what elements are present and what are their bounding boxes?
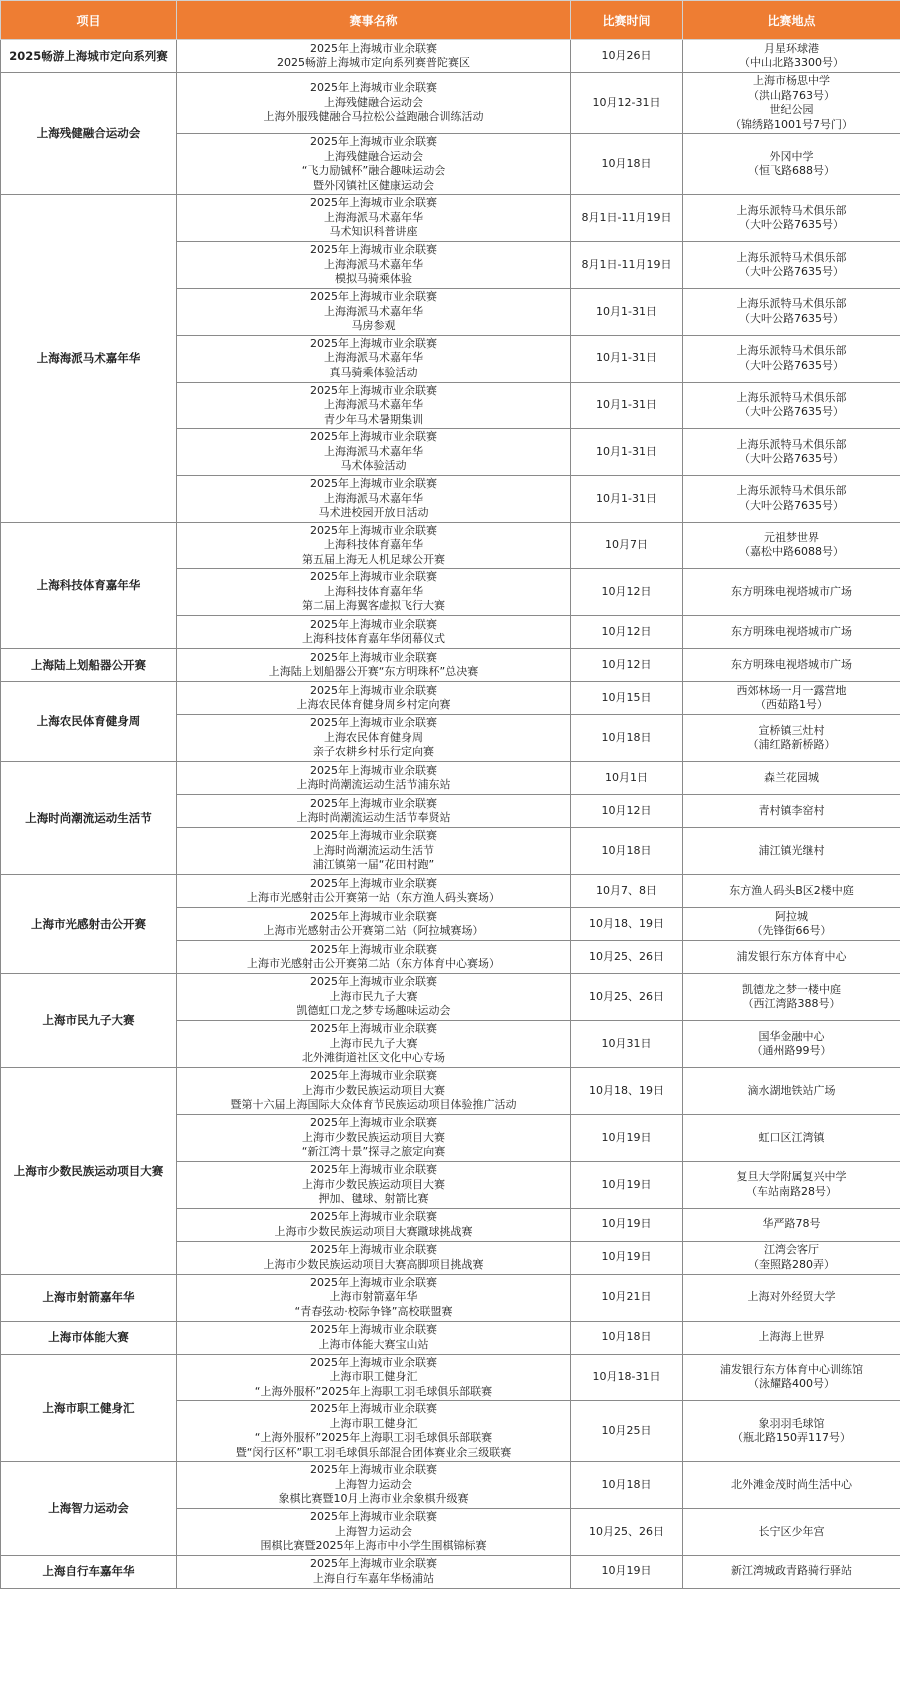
event-venue-cell: [683, 795, 900, 828]
cell-line: 北外滩街道社区文化中心专场: [302, 1051, 445, 1065]
cell-line: 上海市职工健身汇: [329, 1370, 418, 1383]
project-cell: 上海智力运动会: [1, 1462, 177, 1556]
event-name-cell: [177, 1354, 571, 1401]
event-venue-cell: [683, 1274, 900, 1321]
cell-line: 上海农民体育健身周乡村定向赛: [296, 698, 451, 711]
cell-line: 华严路78号: [762, 1217, 821, 1231]
cell-line: 外冈中学: [769, 149, 814, 163]
event-time-cell: 10月19日: [571, 1162, 683, 1209]
event-name-cell: [177, 195, 571, 242]
event-time-cell: 10月12日: [571, 569, 683, 616]
event-venue-cell: [683, 382, 900, 429]
event-venue-cell: [683, 476, 900, 523]
cell-line: 2025年上海城市业余联赛: [310, 829, 437, 843]
cell-line: 2025年上海城市业余联赛: [310, 876, 437, 890]
cell-line: （大叶公路7635号）: [739, 498, 844, 512]
cell-line: 马术知识科普讲座: [329, 225, 418, 239]
cell-line: 月星环球港: [764, 41, 819, 55]
event-venue-cell: [683, 1555, 900, 1588]
project-cell: 上海时尚潮流运动生活节: [1, 762, 177, 875]
event-name-cell: [177, 974, 571, 1021]
event-time-cell: 10月7、8日: [571, 875, 683, 908]
cell-line: 2025年上海城市业余联赛: [310, 1355, 437, 1369]
event-time-cell: 10月18日: [571, 1321, 683, 1354]
cell-line: 模拟马骑乘体验: [335, 272, 412, 286]
cell-line: 北外滩金茂时尚生活中心: [731, 1477, 852, 1491]
event-venue-cell: [683, 875, 900, 908]
project-cell: 上海自行车嘉年华: [1, 1555, 177, 1588]
cell-line: （锦绣路1001号7号门）: [730, 117, 853, 131]
event-venue-cell: [683, 828, 900, 875]
event-time-cell: 10月18日: [571, 134, 683, 195]
cell-line: 2025年上海城市业余联赛: [310, 1069, 437, 1083]
cell-line: （中山北路3300号）: [739, 56, 844, 69]
event-name-cell: [177, 908, 571, 941]
cell-line: 2025年上海城市业余联赛: [310, 243, 437, 257]
event-time-cell: 10月18日: [571, 1462, 683, 1509]
cell-line: 上海市杨思中学: [753, 74, 830, 87]
cell-line: 上海农民体育健身周: [324, 730, 423, 744]
event-venue-cell: [683, 335, 900, 382]
event-name-cell: [177, 1068, 571, 1115]
table-row: [1, 1462, 900, 1509]
event-venue-cell: [683, 616, 900, 649]
event-venue-cell: [683, 1208, 900, 1241]
event-venue-cell: [683, 289, 900, 336]
event-name-cell: [177, 569, 571, 616]
cell-line: 2025年上海城市业余联赛: [310, 1243, 437, 1256]
cell-line: 象羽羽毛球馆: [758, 1416, 825, 1430]
cell-line: 上海残健融合运动会: [324, 95, 423, 109]
cell-line: 2025年上海城市业余联赛: [310, 570, 437, 584]
cell-line: 滴水湖地铁站广场: [747, 1083, 836, 1097]
cell-line: 新江湾城政青路骑行驿站: [731, 1564, 852, 1578]
cell-line: 浦发银行东方体育中心: [736, 949, 847, 963]
cell-line: 2025年上海城市业余联赛: [310, 135, 437, 148]
event-time-cell: 10月15日: [571, 682, 683, 715]
event-name-cell: [177, 762, 571, 795]
event-time-cell: 10月7日: [571, 522, 683, 569]
cell-line: 东方明珠电视塔城市广场: [731, 624, 852, 638]
event-name-cell: [177, 382, 571, 429]
project-cell: 上海海派马术嘉年华: [1, 195, 177, 523]
table-row: [1, 522, 900, 569]
event-venue-cell: [683, 682, 900, 715]
event-name-cell: [177, 1321, 571, 1354]
cell-line: 浦江镇第一届“花田村跑”: [312, 858, 435, 872]
event-venue-cell: [683, 522, 900, 569]
cell-line: 青少年马术暑期集训: [324, 412, 423, 426]
event-time-cell: 10月12日: [571, 616, 683, 649]
event-name-cell: [177, 242, 571, 289]
event-venue-cell: [683, 1115, 900, 1162]
event-name-cell: [177, 429, 571, 476]
cell-line: （瓶北路150弄117号）: [732, 1431, 851, 1444]
table-row: [1, 762, 900, 795]
project-cell: 上海市民九子大赛: [1, 974, 177, 1068]
cell-line: 2025年上海城市业余联赛: [310, 716, 437, 730]
cell-line: 上海市体能大赛宝山站: [318, 1337, 429, 1351]
event-time-cell: 8月1日-11月19日: [571, 242, 683, 289]
project-cell: 上海陆上划船器公开赛: [1, 649, 177, 682]
header-row: [1, 1, 900, 40]
event-time-cell: 10月25日: [571, 1401, 683, 1462]
cell-line: 暨外冈镇社区健康运动会: [313, 178, 434, 192]
cell-line: 东方明珠电视塔城市广场: [731, 657, 852, 671]
cell-line: （洪山路763号）: [748, 88, 835, 102]
event-venue-cell: [683, 762, 900, 795]
event-time-cell: 10月12-31日: [571, 73, 683, 134]
event-time-cell: 10月12日: [571, 795, 683, 828]
table-row: [1, 1274, 900, 1321]
cell-line: 上海乐派特马术俱乐部: [736, 484, 847, 498]
cell-line: （西茹路1号）: [755, 698, 828, 711]
cell-line: 2025年上海城市业余联赛: [310, 1275, 437, 1289]
cell-line: 长宁区少年宫: [758, 1524, 825, 1538]
cell-line: 押加、毽球、射箭比赛: [318, 1192, 429, 1205]
event-venue-cell: [683, 195, 900, 242]
header-venue: 比赛地点: [683, 1, 900, 40]
cell-line: 上海海派马术嘉年华: [324, 304, 423, 318]
event-name-cell: [177, 715, 571, 762]
event-venue-cell: [683, 134, 900, 195]
cell-line: 2025年上海城市业余联赛: [310, 1463, 437, 1477]
cell-line: 2025年上海城市业余联赛: [310, 41, 437, 55]
event-name-cell: [177, 73, 571, 134]
cell-line: 阿拉城: [775, 909, 808, 923]
event-time-cell: 10月1-31日: [571, 429, 683, 476]
table-row: [1, 1354, 900, 1401]
project-cell: 上海市少数民族运动项目大赛: [1, 1068, 177, 1275]
cell-line: 马房参观: [351, 319, 396, 332]
table-row: [1, 875, 900, 908]
cell-line: 世纪公园: [769, 103, 814, 116]
event-time-cell: 10月18、19日: [571, 908, 683, 941]
event-venue-cell: [683, 40, 900, 73]
event-time-cell: 10月19日: [571, 1555, 683, 1588]
cell-line: 复旦大学附属复兴中学: [736, 1170, 847, 1184]
event-time-cell: 10月19日: [571, 1115, 683, 1162]
cell-line: 上海智力运动会: [335, 1524, 412, 1538]
cell-line: （奎照路280弄）: [748, 1257, 835, 1271]
event-name-cell: [177, 1274, 571, 1321]
table-row: [1, 974, 900, 1021]
cell-line: 上海市光感射击公开赛第二站（东方体育中心赛场）: [247, 957, 500, 970]
cell-line: 上海对外经贸大学: [747, 1290, 836, 1304]
cell-line: 上海乐派特马术俱乐部: [736, 390, 847, 404]
project-cell: 上海农民体育健身周: [1, 682, 177, 762]
table-row: [1, 1068, 900, 1115]
event-time-cell: 10月25、26日: [571, 974, 683, 1021]
event-name-cell: [177, 795, 571, 828]
cell-line: 2025年上海城市业余联赛: [310, 683, 437, 697]
cell-line: 上海海派马术嘉年华: [324, 351, 423, 365]
event-name-cell: [177, 616, 571, 649]
cell-line: 第五届上海无人机足球公开赛: [302, 552, 445, 566]
event-name-cell: [177, 875, 571, 908]
cell-line: （大叶公路7635号）: [739, 311, 844, 325]
cell-line: 上海残健融合运动会: [324, 149, 423, 163]
header-event: 赛事名称: [177, 1, 571, 40]
cell-line: 2025年上海城市业余联赛: [310, 81, 437, 95]
event-name-cell: [177, 828, 571, 875]
cell-line: （嘉松中路6088号）: [739, 545, 844, 559]
event-name-cell: [177, 134, 571, 195]
cell-line: 2025年上海城市业余联赛: [310, 383, 437, 397]
cell-line: 2025年上海城市业余联赛: [310, 430, 437, 444]
cell-line: （大叶公路7635号）: [739, 405, 844, 419]
cell-line: （大叶公路7635号）: [739, 452, 844, 465]
cell-line: 暨第十六届上海国际大众体育节民族运动项目体验推广活动: [230, 1098, 517, 1112]
cell-line: 2025年上海城市业余联赛: [310, 975, 437, 989]
cell-line: 虹口区江湾镇: [758, 1130, 825, 1144]
event-time-cell: 10月1-31日: [571, 476, 683, 523]
cell-line: 2025年上海城市业余联赛: [310, 336, 437, 350]
cell-line: 上海海派马术嘉年华: [324, 210, 423, 224]
cell-line: 2025年上海城市业余联赛: [310, 1557, 437, 1570]
cell-line: 上海市少数民族运动项目大赛: [302, 1083, 445, 1097]
cell-line: 森兰花园城: [764, 770, 819, 784]
event-name-cell: [177, 522, 571, 569]
event-name-cell: [177, 1509, 571, 1556]
event-name-cell: [177, 289, 571, 336]
cell-line: 上海市民九子大赛: [329, 989, 418, 1003]
cell-line: 2025年上海城市业余联赛: [310, 942, 437, 956]
event-name-cell: [177, 1241, 571, 1274]
event-venue-cell: [683, 1462, 900, 1509]
table-row: [1, 195, 900, 242]
cell-line: 2025年上海城市业余联赛: [310, 909, 437, 923]
event-name-cell: [177, 682, 571, 715]
cell-line: 亲子农耕乡村乐行定向赛: [313, 745, 434, 759]
table-row: [1, 40, 900, 73]
cell-line: 2025年上海城市业余联赛: [310, 650, 437, 664]
cell-line: “飞力励铖杯”融合趣味运动会: [301, 164, 446, 177]
event-name-cell: [177, 1401, 571, 1462]
cell-line: （先锋街66号）: [751, 924, 832, 937]
cell-line: 2025年上海城市业余联赛: [310, 796, 437, 810]
event-venue-cell: [683, 1509, 900, 1556]
cell-line: 上海市少数民族运动项目大赛蹴球挑战赛: [274, 1224, 473, 1238]
cell-line: 上海海派马术嘉年华: [324, 491, 423, 505]
project-cell: 上海残健融合运动会: [1, 73, 177, 195]
cell-line: 上海科技体育嘉年华: [324, 584, 423, 598]
event-time-cell: 10月26日: [571, 40, 683, 73]
cell-line: 第二届上海翼客虚拟飞行大赛: [302, 599, 445, 613]
cell-line: 暨“闵行区杯”职工羽毛球俱乐部混合团体赛业余三级联赛: [235, 1445, 512, 1459]
event-name-cell: [177, 649, 571, 682]
cell-line: “上海外服杯”2025年上海职工羽毛球俱乐部联赛: [254, 1431, 493, 1444]
cell-line: 上海时尚潮流运动生活节浦东站: [296, 778, 451, 791]
cell-line: 上海乐派特马术俱乐部: [736, 250, 847, 264]
cell-line: “新江湾十景”探寻之旅定向赛: [301, 1145, 446, 1159]
project-cell: 2025畅游上海城市定向系列赛: [1, 40, 177, 73]
header-project: 项目: [1, 1, 177, 40]
event-venue-cell: [683, 649, 900, 682]
cell-line: 上海外服残健融合马拉松公益跑融合训练活动: [263, 110, 484, 124]
cell-line: （大叶公路7635号）: [739, 265, 844, 278]
cell-line: 上海市民九子大赛: [329, 1036, 418, 1050]
cell-line: 上海智力运动会: [335, 1477, 412, 1491]
event-name-cell: [177, 1162, 571, 1209]
project-cell: 上海市职工健身汇: [1, 1354, 177, 1462]
event-name-cell: [177, 476, 571, 523]
event-name-cell: [177, 40, 571, 73]
cell-line: 2025年上海城市业余联赛: [310, 617, 437, 631]
event-venue-cell: [683, 1401, 900, 1462]
event-venue-cell: [683, 974, 900, 1021]
event-venue-cell: [683, 1021, 900, 1068]
cell-line: 上海市少数民族运动项目大赛: [302, 1130, 445, 1144]
cell-line: 上海乐派特马术俱乐部: [736, 297, 847, 311]
project-cell: 上海市光感射击公开赛: [1, 875, 177, 974]
table-row: [1, 1555, 900, 1588]
cell-line: （大叶公路7635号）: [739, 218, 844, 231]
project-cell: 上海科技体育嘉年华: [1, 522, 177, 649]
event-venue-cell: [683, 908, 900, 941]
event-time-cell: 10月1-31日: [571, 382, 683, 429]
cell-line: 上海科技体育嘉年华: [324, 538, 423, 551]
event-time-cell: 10月1-31日: [571, 289, 683, 336]
cell-line: 上海市射箭嘉年华: [329, 1290, 418, 1304]
event-time-cell: 10月31日: [571, 1021, 683, 1068]
event-venue-cell: [683, 1354, 900, 1401]
cell-line: “青春弦动·校际争锋”高校联盟赛: [294, 1304, 453, 1318]
cell-line: 2025年上海城市业余联赛: [310, 1022, 437, 1036]
event-name-cell: [177, 1208, 571, 1241]
event-name-cell: [177, 335, 571, 382]
event-time-cell: 10月25、26日: [571, 941, 683, 974]
project-cell: 上海市体能大赛: [1, 1321, 177, 1354]
project-cell: 上海市射箭嘉年华: [1, 1274, 177, 1321]
cell-line: 2025年上海城市业余联赛: [310, 1210, 437, 1223]
cell-line: 2025畅游上海城市定向系列赛普陀赛区: [277, 56, 470, 69]
cell-line: 2025年上海城市业余联赛: [310, 196, 437, 210]
event-name-cell: [177, 1462, 571, 1509]
cell-line: （西江湾路388号）: [742, 997, 841, 1010]
event-name-cell: [177, 941, 571, 974]
cell-line: 上海海派马术嘉年华: [324, 444, 423, 458]
cell-line: 上海海派马术嘉年华: [324, 257, 423, 271]
cell-line: 江湾会客厅: [764, 1243, 819, 1256]
event-name-cell: [177, 1115, 571, 1162]
cell-line: 2025年上海城市业余联赛: [310, 1163, 437, 1176]
cell-line: 2025年上海城市业余联赛: [310, 1116, 437, 1130]
event-venue-cell: [683, 1241, 900, 1274]
event-time-cell: 10月18日: [571, 715, 683, 762]
event-time-cell: 10月25、26日: [571, 1509, 683, 1556]
cell-line: 上海市职工健身汇: [329, 1416, 418, 1430]
cell-line: 象棋比赛暨10月上海市业余象棋升级赛: [278, 1492, 469, 1506]
cell-line: 国华金融中心: [758, 1029, 825, 1043]
cell-line: 2025年上海城市业余联赛: [310, 1510, 437, 1523]
event-venue-cell: [683, 941, 900, 974]
event-venue-cell: [683, 73, 900, 134]
cell-line: （浦红路新桥路）: [747, 738, 836, 751]
cell-line: 浦发银行东方体育中心训练馆: [720, 1362, 863, 1376]
cell-line: 上海乐派特马术俱乐部: [736, 437, 847, 451]
event-time-cell: 10月1日: [571, 762, 683, 795]
cell-line: 围棋比赛暨2025年上海市中小学生围棋锦标赛: [260, 1539, 487, 1552]
cell-line: 上海乐派特马术俱乐部: [736, 344, 847, 357]
event-venue-cell: [683, 569, 900, 616]
cell-line: 上海海派马术嘉年华: [324, 398, 423, 411]
event-time-cell: 10月19日: [571, 1208, 683, 1241]
event-venue-cell: [683, 715, 900, 762]
cell-line: 上海市光感射击公开赛第一站（东方渔人码头赛场）: [247, 891, 500, 904]
cell-line: “上海外服杯”2025年上海职工羽毛球俱乐部联赛: [254, 1384, 493, 1398]
cell-line: 元祖梦世界: [764, 530, 819, 544]
cell-line: （泳耀路400号）: [748, 1377, 835, 1391]
table-row: [1, 682, 900, 715]
cell-line: 2025年上海城市业余联赛: [310, 1402, 437, 1415]
table-row: [1, 1321, 900, 1354]
cell-line: 宣桥镇三灶村: [758, 723, 825, 737]
table-body: [1, 40, 900, 1589]
header-time: 比赛时间: [571, 1, 683, 40]
event-time-cell: 10月12日: [571, 649, 683, 682]
cell-line: （大叶公路7635号）: [739, 358, 844, 372]
event-name-cell: [177, 1555, 571, 1588]
cell-line: 2025年上海城市业余联赛: [310, 523, 437, 537]
cell-line: 上海时尚潮流运动生活节奉贤站: [296, 811, 451, 824]
cell-line: 西郊林场一月一露营地: [736, 683, 847, 697]
cell-line: 青村镇李窑村: [758, 803, 825, 817]
cell-line: 2025年上海城市业余联赛: [310, 477, 437, 490]
cell-line: 马术体验活动: [340, 459, 407, 473]
table-row: [1, 649, 900, 682]
event-venue-cell: [683, 429, 900, 476]
cell-line: 上海市光感射击公开赛第二站（阿拉城赛场）: [263, 924, 484, 937]
event-time-cell: 10月18日: [571, 828, 683, 875]
cell-line: 上海时尚潮流运动生活节: [313, 843, 434, 857]
event-time-cell: 10月21日: [571, 1274, 683, 1321]
cell-line: 2025年上海城市业余联赛: [310, 290, 437, 303]
event-venue-cell: [683, 242, 900, 289]
cell-line: 浦江镇光继村: [758, 843, 825, 857]
event-time-cell: 10月19日: [571, 1241, 683, 1274]
cell-line: 上海科技体育嘉年华闭幕仪式: [302, 632, 445, 645]
cell-line: 东方明珠电视塔城市广场: [731, 584, 852, 598]
cell-line: 真马骑乘体验活动: [329, 365, 418, 379]
table-row: [1, 73, 900, 134]
cell-line: （车站南路28号）: [746, 1184, 837, 1198]
cell-line: 凯德虹口龙之梦专场趣味运动会: [296, 1004, 451, 1018]
event-venue-cell: [683, 1321, 900, 1354]
cell-line: 上海乐派特马术俱乐部: [736, 203, 847, 217]
event-name-cell: [177, 1021, 571, 1068]
cell-line: 凯德龙之梦一楼中庭: [742, 982, 841, 996]
cell-line: 上海海上世界: [758, 1330, 825, 1344]
cell-line: 马术进校园开放日活动: [318, 506, 429, 519]
event-time-cell: 10月18-31日: [571, 1354, 683, 1401]
cell-line: （通州路99号）: [751, 1044, 832, 1057]
event-venue-cell: [683, 1068, 900, 1115]
cell-line: 上海自行车嘉年华杨浦站: [313, 1571, 434, 1585]
cell-line: 上海市少数民族运动项目大赛: [302, 1177, 445, 1191]
cell-line: 上海陆上划船器公开赛“东方明珠杯”总决赛: [268, 665, 479, 678]
cell-line: 上海市少数民族运动项目大赛高脚项目挑战赛: [263, 1257, 484, 1271]
cell-line: 东方渔人码头B区2楼中庭: [729, 883, 854, 897]
cell-line: 2025年上海城市业余联赛: [310, 1323, 437, 1336]
event-time-cell: 8月1日-11月19日: [571, 195, 683, 242]
event-time-cell: 10月1-31日: [571, 335, 683, 382]
event-venue-cell: [683, 1162, 900, 1209]
cell-line: （恒飞路688号）: [748, 164, 835, 177]
event-time-cell: 10月18、19日: [571, 1068, 683, 1115]
cell-line: 2025年上海城市业余联赛: [310, 763, 437, 777]
